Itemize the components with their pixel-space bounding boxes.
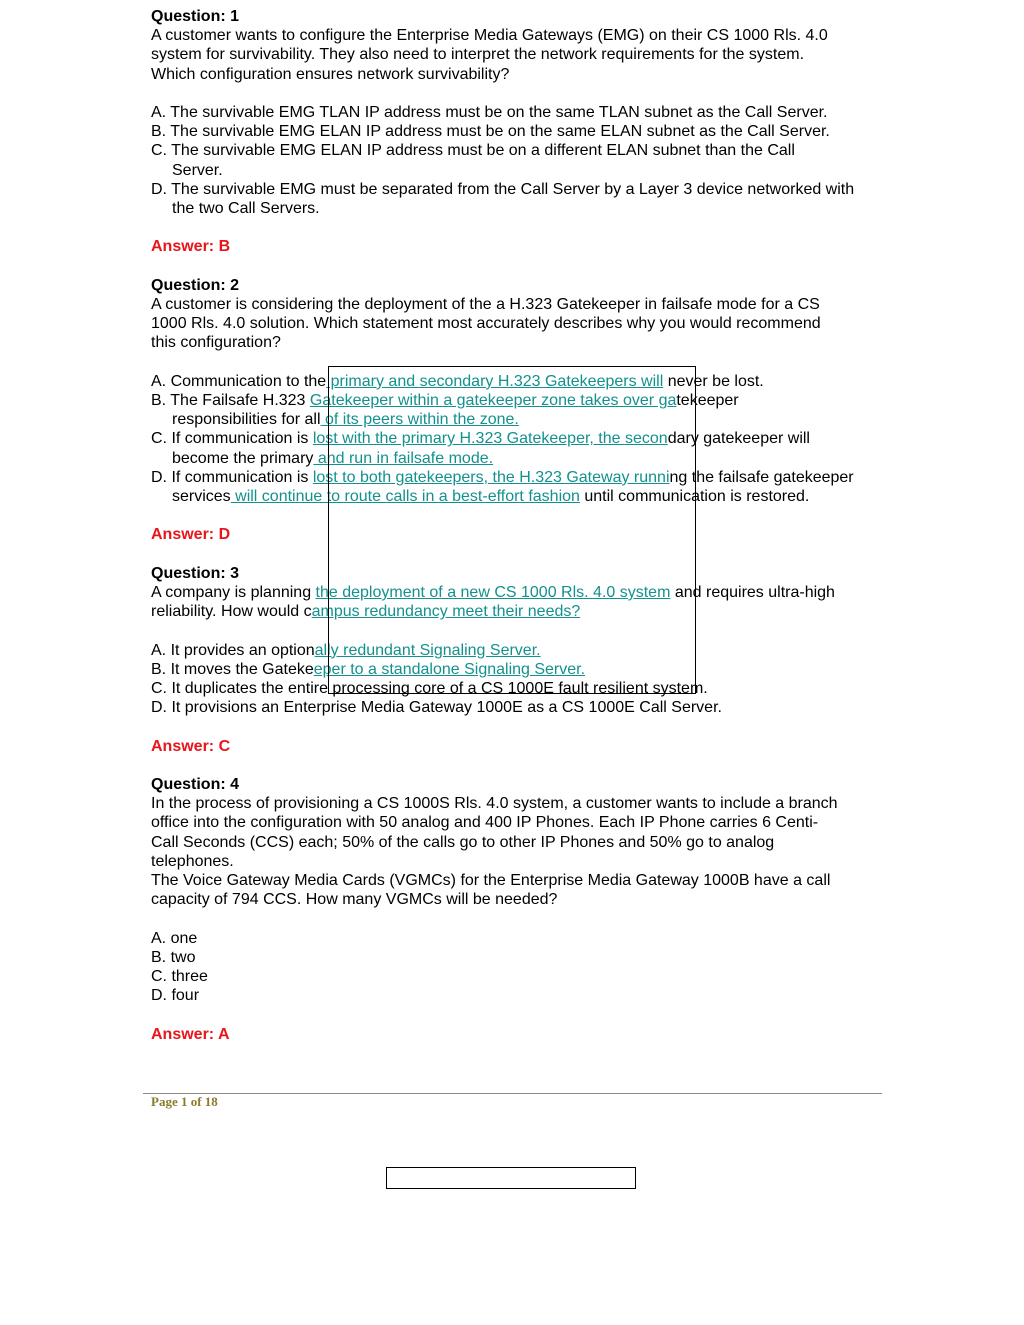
page-number: Page 1 of 18: [151, 1094, 218, 1109]
answer-key: Answer: B: [151, 238, 231, 256]
hyperlink-text[interactable]: will continue to route calls in a best-effort fashion: [230, 488, 580, 506]
answer-option: C. The survivable EMG ELAN IP address must be on a different ELAN subnet than the Call Server.: [151, 142, 795, 179]
question-stem-line: system for survivability. They also need to interpret the network requirements for the system.: [151, 46, 805, 64]
answer-key: Answer: D: [151, 526, 231, 544]
answer-option: D. The survivable EMG must be separated from the Call Server by a Layer 3 device networked with the two Call Servers.: [151, 180, 855, 218]
answer-option: C. It duplicates the entire processing core of a CS 1000E fault resilient system.: [151, 680, 708, 697]
question-block: [151, 7, 871, 276]
question-stem-line: A customer is considering the deployment of the a H.323 Gatekeeper in failsafe mode for a CS: [151, 296, 820, 313]
answer-option: C. If communication is lost with the primary H.323 Gatekeeper, the secondary gatekeeper will become the primary and run in failsafe mode.: [151, 430, 810, 467]
answer-option: B. two: [151, 948, 196, 966]
question-title: Question: 4: [151, 775, 240, 793]
answer-option: B. The Failsafe H.323 Gatekeeper within a gatekeeper zone takes over gatekeeper responsibilities for all of its peers within the zone.: [151, 392, 739, 429]
answer-option: D. It provisions an Enterprise Media Gateway 1000E as a CS 1000E Call Server.: [151, 699, 722, 717]
question-stem-line: In the process of provisioning a CS 1000S Rls. 4.0 system, a customer wants to include a branch: [151, 795, 838, 813]
question-title: Question: 2: [151, 276, 240, 294]
hyperlink-text[interactable]: eper to a standalone Signaling Server.: [313, 660, 586, 678]
question-stem-line: 1000 Rls. 4.0 solution. Which statement most accurately describes why you would recommend: [151, 315, 821, 333]
answer-option: D. If communication is lost to both gatekeepers, the H.323 Gateway running the failsafe gatekeeper services will continue to route calls in a best-effort fashion until communication is restored.: [151, 468, 854, 506]
question-stem-line: telephones.: [151, 852, 234, 870]
answer-option: D. four: [151, 987, 200, 1005]
hyperlink-text[interactable]: ally redundant Signaling Server.: [314, 641, 541, 659]
hyperlink-text[interactable]: of its peers within the zone.: [320, 411, 519, 429]
question-stem-line: this configuration?: [151, 334, 281, 352]
hyperlink-text[interactable]: ampus redundancy meet their needs?: [311, 603, 581, 621]
answer-option: A. Communication to the primary and secondary H.323 Gatekeepers will never be lost.: [151, 372, 764, 390]
footer-divider: [143, 1093, 882, 1094]
answer-option: A. one: [151, 929, 198, 947]
answer-option: B. The survivable EMG ELAN IP address must be on the same ELAN subnet as the Call Server.: [151, 123, 830, 141]
hyperlink-text[interactable]: Gatekeeper within a gatekeeper zone takes over ga: [309, 392, 677, 409]
question-stem-line: Call Seconds (CCS) each; 50% of the calls go to other IP Phones and 50% go to analog: [151, 833, 775, 851]
empty-field-box: [386, 1167, 636, 1189]
hyperlink-text[interactable]: and run in failsafe mode.: [313, 449, 494, 467]
hyperlink-text[interactable]: primary and secondary H.323 Gatekeepers will: [326, 372, 664, 390]
answer-option: B. It moves the Gatekeeper to a standalone Signaling Server.: [151, 660, 586, 678]
question-block: [151, 775, 871, 1044]
hyperlink-text[interactable]: lost with the primary H.323 Gatekeeper, the secon: [312, 430, 668, 448]
question-stem-line: Which configuration ensures network survivability?: [151, 65, 510, 83]
answer-key: Answer: A: [151, 1025, 230, 1043]
question-stem-line: office into the configuration with 50 analog and 400 IP Phones. Each IP Phone carries 6 Centi-: [151, 814, 819, 832]
overlay-frame: [328, 366, 696, 694]
answer-key: Answer: C: [151, 737, 231, 755]
question-stem-line: capacity of 794 CCS. How many VGMCs will be needed?: [151, 891, 558, 909]
question-stem-line: reliability. How would campus redundancy meet their needs?: [151, 603, 581, 621]
answer-option: A. It provides an optionally redundant Signaling Server.: [151, 641, 541, 659]
question-title: Question: 3: [151, 564, 240, 582]
question-stem-line: The Voice Gateway Media Cards (VGMCs) for the Enterprise Media Gateway 1000B have a call: [151, 872, 831, 889]
question-title: Question: 1: [151, 8, 240, 25]
hyperlink-text[interactable]: the deployment of a new CS 1000 Rls. 4.0 system: [315, 584, 671, 601]
answer-option: A. The survivable EMG TLAN IP address must be on the same TLAN subnet as the Call Server.: [151, 104, 828, 121]
hyperlink-text[interactable]: lost to both gatekeepers, the H.323 Gateway runni: [312, 468, 670, 486]
question-stem-line: A company is planning the deployment of a new CS 1000 Rls. 4.0 system and requires ultra-high: [151, 584, 835, 601]
question-stem-line: A customer wants to configure the Enterprise Media Gateways (EMG) on their CS 1000 Rls. 4.0: [151, 27, 828, 45]
answer-option: C. three: [151, 968, 208, 985]
